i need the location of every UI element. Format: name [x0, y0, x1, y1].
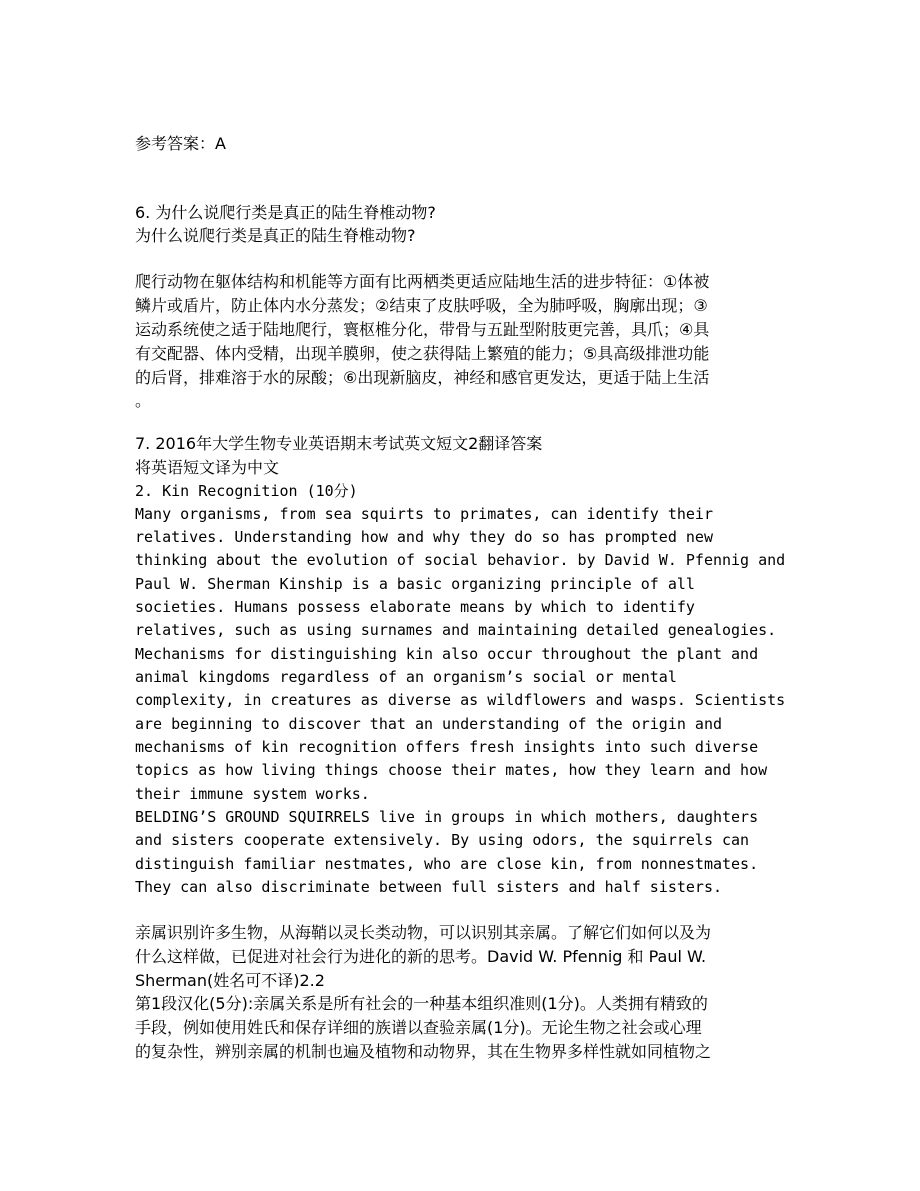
question-7-item-heading: 2. Kin Recognition (10分) [135, 482, 358, 500]
question-6-answer-line: 有交配器、体内受精，出现羊膜卵，使之获得陆上繁殖的能力；⑤具高级排泄功能 [135, 344, 710, 363]
english-passage-line: and sisters cooperate extensively. By using odors, the squirrels can [135, 831, 750, 849]
english-passage-line: BELDING’S GROUND SQUIRRELS live in groups in which mothers, daughters [135, 808, 759, 826]
english-passage-line: complexity, in creatures as diverse as wildflowers and wasps. Scientists [135, 691, 786, 709]
translation-line: 什么这样做，已促进对社会行为进化的新的思考。David W. Pfennig 和 Paul W. [135, 947, 707, 966]
question-7-subtitle: 将英语短文译为中文 [135, 458, 280, 477]
question-7-title: 7. 2016年大学生物专业英语期末考试英文短文2翻译答案 [135, 434, 543, 453]
question-6-answer-line: 。 [135, 391, 152, 410]
question-6-answer-line: 鳞片或盾片，防止体内水分蒸发；②结束了皮肤呼吸，全为肺呼吸，胸廓出现；③ [135, 296, 708, 315]
question-6-answer-line: 运动系统使之适于陆地爬行，寰枢椎分化，带骨与五趾型附肢更完善，具爪；④具 [135, 320, 710, 339]
english-passage-line: their immune system works. [135, 785, 370, 803]
question-6-subtitle: 为什么说爬行类是真正的陆生脊椎动物? [135, 226, 416, 245]
english-passage-line: Paul W. Sherman Kinship is a basic organizing principle of all [135, 575, 695, 593]
english-passage-line: relatives. Understanding how and why they do so has prompted new [135, 528, 713, 546]
english-passage-line: societies. Humans possess elaborate means by which to identify [135, 598, 695, 616]
translation-line: Sherman(姓名可不译)2.2 [135, 971, 325, 990]
translation-line: 亲属识别许多生物，从海鞘以灵长类动物，可以识别其亲属。了解它们如何以及为 [135, 923, 712, 942]
question-6-answer-line: 的后肾，排难溶于水的尿酸；⑥出现新脑皮，神经和感官更发达，更适于陆上生活 [135, 368, 710, 387]
english-passage-line: animal kingdoms regardless of an organism’s social or mental [135, 668, 677, 686]
english-passage-line: are beginning to discover that an understanding of the origin and [135, 715, 722, 733]
translation-line: 第1段汉化(5分):亲属关系是所有社会的一种基本组织准则(1分)。人类拥有精致的 [135, 994, 708, 1013]
english-passage-line: They can also discriminate between full sisters and half sisters. [135, 878, 722, 896]
english-passage-line: Many organisms, from sea squirts to primates, can identify their [135, 505, 713, 523]
english-passage-line: thinking about the evolution of social behavior. by David W. Pfennig and [135, 551, 786, 569]
english-passage-line: relatives, such as using surnames and maintaining detailed genealogies. [135, 621, 777, 639]
reference-answer: 参考答案：A [135, 134, 226, 153]
translation-line: 的复杂性，辨别亲属的机制也遍及植物和动物界，其在生物界多样性就如同植物之 [135, 1042, 712, 1061]
english-passage-line: Mechanisms for distinguishing kin also occur throughout the plant and [135, 645, 759, 663]
question-6-title: 6. 为什么说爬行类是真正的陆生脊椎动物? [135, 203, 436, 222]
translation-line: 手段，例如使用姓氏和保存详细的族谱以查验亲属(1分)。无论生物之社会或心理 [135, 1018, 702, 1037]
english-passage-line: mechanisms of kin recognition offers fresh insights into such diverse [135, 738, 759, 756]
question-6-answer-line: 爬行动物在躯体结构和机能等方面有比两栖类更适应陆地生活的进步特征：①体被 [135, 272, 710, 291]
english-passage-line: topics as how living things choose their mates, how they learn and how [135, 761, 768, 779]
english-passage-line: distinguish familiar nestmates, who are close kin, from nonnestmates. [135, 855, 759, 873]
